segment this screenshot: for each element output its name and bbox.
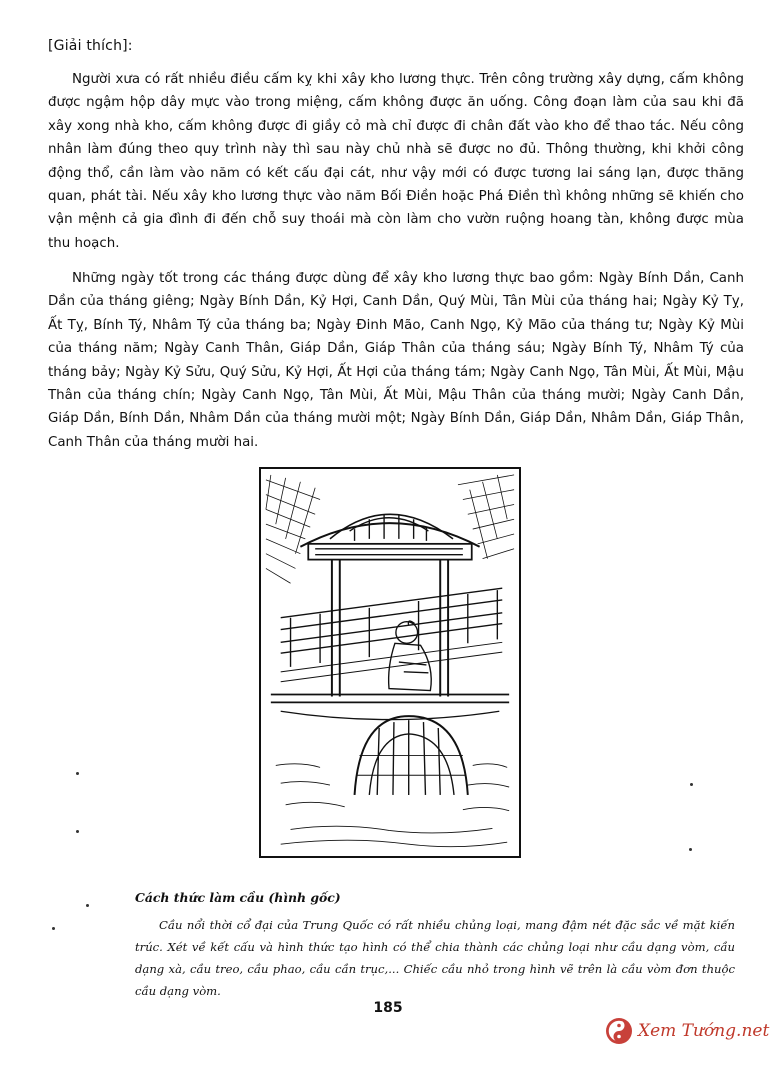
bridge-illustration [259,467,521,858]
watermark-text: Xem Tướng.net [638,1021,770,1041]
water-ripples [276,764,509,847]
yin-yang-icon [606,1018,632,1044]
arch-bridge [355,716,468,795]
site-watermark [604,1015,772,1049]
figure-caption-text: Cầu nổi thời cổ đại của Trung Quốc có rất nhiều chủng loại, mang đậm nét đặc sắc về mặt kiến trúc. Xét về kết cấu và hình thức tạo hình có thể chia thành các chủng loại như cầu dạng vòm, cầu dạng xà, cầu treo, cầu phao, cầu cần trục,... Chiếc cầu nhỏ trong hình vẽ trên là cầu vòm đơn thuộc cầu dạng vòm. [135,918,735,998]
scan-speck [86,904,89,907]
bridge-drawing [261,469,519,856]
page-number: 185 [373,1000,403,1016]
section-heading: [Giải thích]: [48,38,133,54]
paragraph-explanation: Người xưa có rất nhiều điều cấm kỵ khi xây kho lương thực. Trên công trường xây dựng, cấm không được ngậm hộp dây mực vào trong miệng, cấm không được ăn uống. Công đoạn làm của sau khi đã xây xong nhà kho, cấm không được đi giầy cỏ mà chỉ được đi chân đất vào kho để thao tác. Nếu công nhân làm đúng theo quy trình này thì sau này chủ nhà sẽ được no đủ. Thông thường, khi khởi công động thổ, cần làm vào năm có kết cấu đại cát, như vậy mới có được tương lai sáng lạn, được thăng quan, phát tài. Nếu xây kho lương thực vào năm Bối Điền hoặc Phá Điền thì không những sẽ khiến cho vận mệnh cả gia đình đi đến chỗ suy thoái mà còn làm cho vườn ruộng hoang tàn, không được mùa thu hoạch. [48,72,744,251]
scan-speck [76,772,79,775]
scan-speck [76,830,79,833]
seated-figure [389,621,432,690]
paragraph-good-days: Những ngày tốt trong các tháng được dùng để xây kho lương thực bao gồm: Ngày Bính Dần, Canh Dần của tháng giêng; Ngày Bính Dần, Kỷ Hợi, Canh Dần, Quý Mùi, Tân Mùi của tháng hai; Ngày Kỷ Tỵ, Ất Tỵ, Bính Tý, Nhâm Tý của tháng ba; Ngày Đinh Mão, Canh Ngọ, Kỷ Mão của tháng tư; Ngày Kỷ Mùi của tháng năm; Ngày Canh Thân, Giáp Dần, Giáp Thân của tháng sáu; Ngày Bính Tý, Nhâm Tý của tháng bảy; Ngày Kỷ Sửu, Quý Sửu, Kỷ Hợi, Ất Hợi của tháng tám; Ngày Canh Ngọ, Tân Mùi, Ất Mùi, Mậu Thân của tháng chín; Ngày Canh Ngọ, Tân Mùi, Ất Mùi, Mậu Thân của tháng mười; Ngày Canh Dần, Giáp Dần, Bính Dần, Nhâm Dần của tháng mười một; Ngày Bính Dần, Giáp Dần, Nhâm Dần, Giáp Thân, Canh Thân của tháng mười hai. [48,271,744,450]
railings [281,588,503,682]
bridge-deck [271,695,509,720]
figure-caption-title: Cách thức làm cầu (hình gốc) [135,890,341,905]
scan-speck [690,783,693,786]
scan-speck [52,927,55,930]
pavilion-roof [300,514,479,559]
scan-speck [689,848,692,851]
tree-foliage [266,475,514,583]
